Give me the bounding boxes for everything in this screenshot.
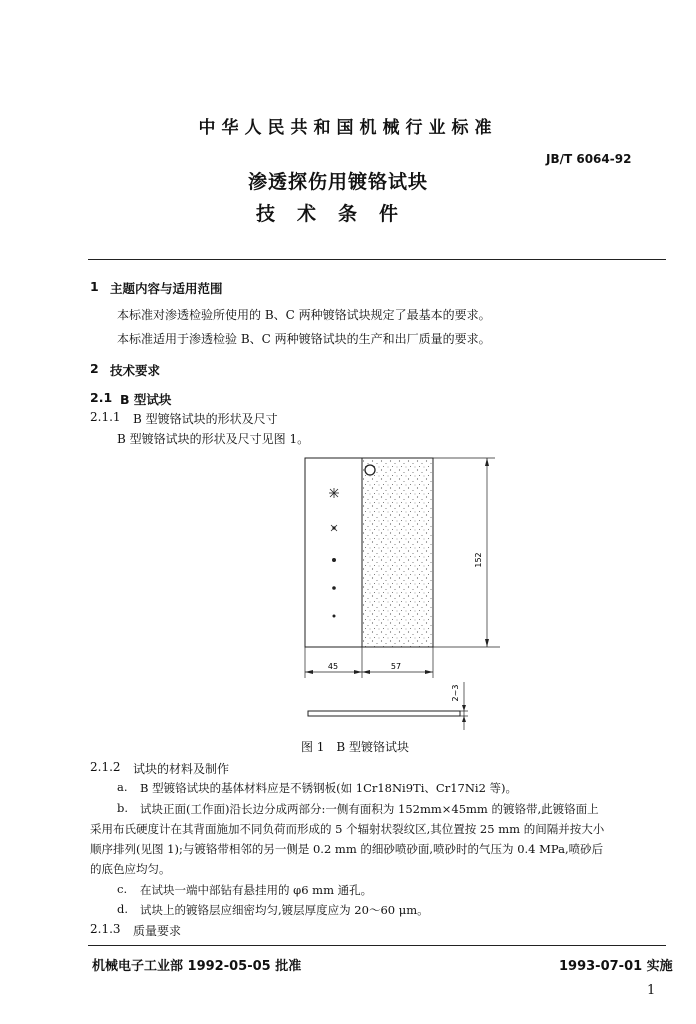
document-subtitle: 技术条件 xyxy=(255,203,420,225)
item-d-text: 试块上的镀铬层应细密均匀,镀层厚度应为 20～60 μm。 xyxy=(140,903,429,917)
header-rule xyxy=(88,259,666,260)
section-2-1-3-title: 质量要求 xyxy=(133,924,182,938)
approval-line: 机械电子工业部 1992-05-05 批准 xyxy=(92,959,302,974)
section-1-number: 1 xyxy=(90,279,99,294)
item-a-text: B 型镀铬试块的基体材料应是不锈钢板(如 1Cr18Ni9Ti、Cr17Ni2 等)。 xyxy=(140,781,518,795)
section-2-number: 2 xyxy=(90,361,99,376)
section-1-paragraph-2: 本标准适用于渗透检验 B、C 两种镀铬试块的生产和出厂质量的要求。 xyxy=(117,332,491,346)
item-b-line-2: 采用布氏硬度计在其背面施加不同负荷而形成的 5 个辐射状裂纹区,其位置按 25 mm 的间隔并按大小 xyxy=(90,822,605,836)
thickness-dimension-label: 2~3 xyxy=(451,684,460,702)
left-width-label: 45 xyxy=(327,662,339,671)
item-b-line-3: 顺序排列(见图 1);与镀铬带相邻的另一侧是 0.2 mm 的细砂喷砂面,喷砂时的气压为 0.4 MPa,喷砂后 xyxy=(90,842,604,856)
item-b-label: b. xyxy=(117,801,129,815)
section-2-title: 技术要求 xyxy=(110,363,161,378)
test-block-edge xyxy=(308,711,460,716)
item-b-line-1: 试块正面(工作面)沿长边分成两部分:一侧有面积为 152mm×45mm 的镀铬带,此镀铬面上 xyxy=(140,802,599,816)
section-2-1-2-number: 2.1.2 xyxy=(90,760,121,774)
item-a-label: a. xyxy=(117,780,128,794)
sandblast-area xyxy=(362,458,433,647)
document-title: 渗透探伤用镀铬试块 xyxy=(247,171,428,193)
implementation-date: 1993-07-01 实施 xyxy=(559,959,673,974)
section-2-1-title: B 型试块 xyxy=(120,392,172,407)
page-number: 1 xyxy=(647,983,656,998)
section-2-1-1-paragraph: B 型镀铬试块的形状及尺寸见图 1。 xyxy=(117,432,310,446)
section-2-1-2-title: 试块的材料及制作 xyxy=(133,762,230,776)
footer-rule xyxy=(88,945,666,946)
crack-zone-4 xyxy=(333,587,336,590)
right-width-label: 57 xyxy=(390,662,402,671)
section-2-1-1-title: B 型镀铬试块的形状及尺寸 xyxy=(133,412,278,426)
section-1-title: 主题内容与适用范围 xyxy=(110,281,223,296)
hanging-hole xyxy=(365,465,375,475)
org-title: 中华人民共和国机械行业标准 xyxy=(198,118,498,138)
item-b-line-4: 的底色应均匀。 xyxy=(90,862,171,876)
item-c-label: c. xyxy=(117,882,128,896)
standard-number: JB/T 6064-92 xyxy=(546,152,632,166)
figure-1-caption: 图 1 B 型镀铬试块 xyxy=(300,740,410,754)
crack-zone-1 xyxy=(329,488,339,498)
crack-zone-3 xyxy=(332,558,335,561)
crack-zone-5 xyxy=(333,615,335,617)
section-2-1-3-number: 2.1.3 xyxy=(90,922,121,936)
item-d-label: d. xyxy=(117,902,129,916)
section-1-paragraph-1: 本标准对渗透检验所使用的 B、C 两种镀铬试块规定了最基本的要求。 xyxy=(117,308,491,322)
section-2-1-1-number: 2.1.1 xyxy=(90,410,121,424)
item-c-text: 在试块一端中部钻有悬挂用的 φ6 mm 通孔。 xyxy=(140,883,373,897)
figure-1-drawing xyxy=(290,450,510,730)
height-dimension-label: 152 xyxy=(474,552,483,568)
section-2-1-number: 2.1 xyxy=(90,390,113,405)
